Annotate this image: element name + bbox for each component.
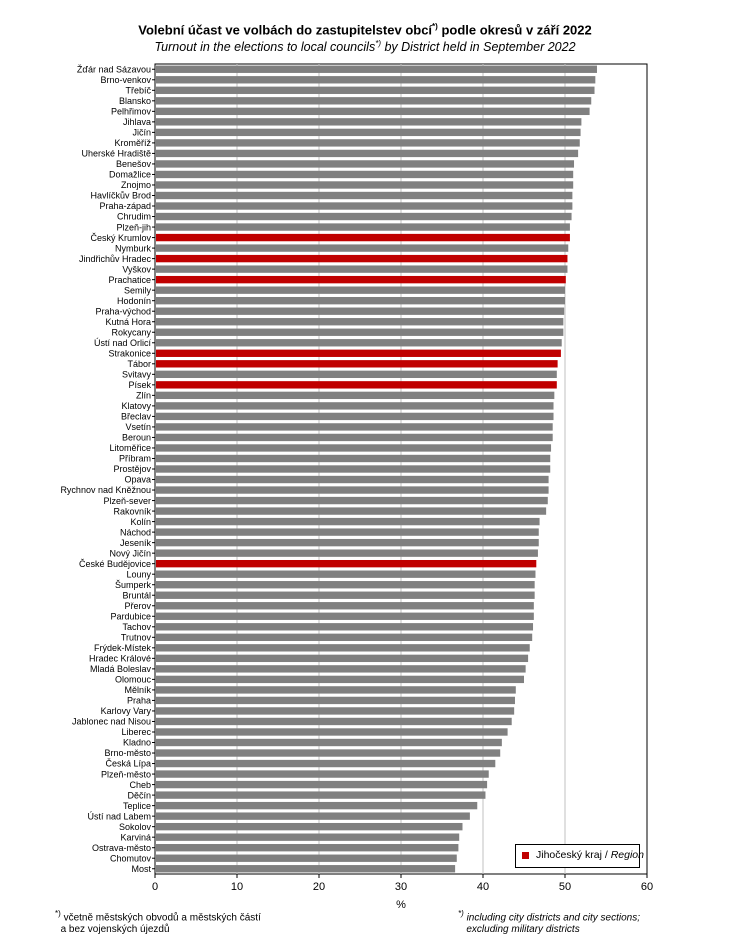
category-label: Žďár nad Sázavou	[76, 64, 151, 75]
category-label: Písek	[128, 380, 151, 391]
category-label: Vsetín	[125, 422, 151, 433]
category-label: Most	[131, 863, 151, 874]
category-label: Nový Jičín	[109, 548, 151, 559]
bar	[156, 812, 470, 819]
x-tick-label: 0	[151, 881, 159, 893]
bar	[156, 255, 567, 262]
category-label: Přerov	[124, 600, 151, 611]
category-label: Praha-východ	[95, 306, 151, 317]
x-tick-label: 30	[394, 881, 408, 893]
category-label: Louny	[126, 569, 151, 580]
category-label: Zlín	[135, 390, 151, 401]
category-label: Beroun	[121, 432, 151, 443]
bar	[156, 623, 533, 630]
bar	[156, 381, 557, 388]
category-label: Teplice	[122, 800, 151, 811]
bar	[156, 87, 595, 94]
category-label: Kolín	[130, 516, 151, 527]
bar	[156, 339, 562, 346]
x-tick-label: 60	[640, 881, 654, 893]
bar	[156, 834, 459, 841]
bar	[156, 392, 554, 399]
category-label: Kutná Hora	[105, 316, 151, 327]
category-label: Benešov	[115, 159, 151, 170]
x-tick-label: 40	[476, 881, 490, 893]
bar	[156, 465, 550, 472]
bar	[156, 749, 500, 756]
bar	[156, 707, 514, 714]
bar	[156, 318, 563, 325]
category-label: Karlovy Vary	[100, 706, 151, 717]
category-label: Nymburk	[114, 243, 151, 254]
bar	[156, 276, 566, 283]
category-label: Semily	[123, 285, 151, 296]
category-label: Sokolov	[118, 821, 151, 832]
category-label: Brno-venkov	[100, 74, 151, 85]
bar	[156, 634, 532, 641]
category-label: Litoměřice	[109, 443, 151, 454]
bar	[156, 297, 565, 304]
bar	[156, 423, 553, 430]
bar	[156, 66, 597, 73]
category-label: Tachov	[122, 621, 151, 632]
bar	[156, 844, 458, 851]
category-label: Rokycany	[111, 327, 151, 338]
category-label: Třebíč	[125, 85, 151, 96]
category-label: Jihlava	[122, 117, 151, 128]
bar	[156, 602, 534, 609]
category-label: Opava	[124, 474, 151, 485]
category-label: Břeclav	[120, 411, 151, 422]
bar	[156, 686, 516, 693]
category-label: Karviná	[120, 832, 151, 843]
bar	[156, 360, 558, 367]
category-label: Havlíčkův Brod	[90, 190, 151, 201]
bar	[156, 202, 572, 209]
bar	[156, 571, 535, 578]
category-label: Plzeň-jih	[116, 222, 151, 233]
bar	[156, 855, 457, 862]
bar	[156, 150, 578, 157]
category-label: Prostějov	[113, 464, 151, 475]
category-label: Chomutov	[109, 853, 151, 864]
category-label: Tábor	[127, 359, 151, 370]
category-label: Hradec Králové	[88, 653, 151, 664]
category-label: Rakovník	[113, 506, 151, 517]
bar	[156, 655, 528, 662]
bar	[156, 507, 546, 514]
category-label: Ústí nad Orlicí	[93, 337, 151, 348]
bar	[156, 223, 570, 230]
bar	[156, 213, 572, 220]
bar	[156, 770, 489, 777]
bar	[156, 718, 512, 725]
bar	[156, 129, 581, 136]
bar	[156, 76, 595, 83]
category-label: Český Krumlov	[90, 232, 151, 243]
category-label: Česká Lípa	[105, 758, 151, 769]
bar	[156, 139, 580, 146]
category-label: Brno-město	[104, 748, 151, 759]
bar	[156, 234, 570, 241]
x-axis-label: %	[396, 899, 406, 911]
bar	[156, 728, 508, 735]
bar	[156, 97, 591, 104]
category-label: Klatovy	[121, 401, 151, 412]
bar	[156, 350, 561, 357]
bar	[156, 329, 563, 336]
category-label: Děčín	[127, 790, 151, 801]
bar	[156, 539, 539, 546]
bar	[156, 823, 463, 830]
bar	[156, 665, 526, 672]
category-label: Olomouc	[114, 674, 151, 685]
bar	[156, 160, 574, 167]
bar	[156, 613, 534, 620]
category-label: Mělník	[124, 685, 151, 696]
category-label: Chrudim	[116, 211, 151, 222]
category-label: Jičín	[132, 127, 151, 138]
category-label: Mladá Boleslav	[89, 664, 151, 675]
bar	[156, 455, 550, 462]
bar	[156, 497, 548, 504]
category-label: Jablonec nad Nisou	[71, 716, 151, 727]
footnote-english: *) including city districts and city sections; excluding military districts	[458, 909, 640, 936]
bar	[156, 644, 530, 651]
bar	[156, 181, 573, 188]
bar	[156, 118, 581, 125]
bar	[156, 371, 557, 378]
category-label: Jeseník	[119, 537, 151, 548]
category-label: Plzeň-město	[100, 769, 151, 780]
bar	[156, 476, 549, 483]
bar	[156, 402, 554, 409]
bar	[156, 676, 524, 683]
x-tick-label: 10	[230, 881, 244, 893]
category-label: Náchod	[119, 527, 151, 538]
category-label: Znojmo	[120, 180, 151, 191]
category-label: Strakonice	[108, 348, 151, 359]
category-label: Trutnov	[120, 632, 151, 643]
bar	[156, 802, 477, 809]
category-label: Liberec	[121, 727, 151, 738]
category-label: Cheb	[129, 779, 151, 790]
category-label: Šumperk	[114, 579, 151, 590]
bar	[156, 244, 568, 251]
category-label: Frýdek-Místek	[93, 643, 151, 654]
chart-title-czech: Volební účast ve volbách do zastupitelstev obcí*) podle okresů v září 2022	[138, 22, 592, 38]
bar	[156, 560, 536, 567]
category-label: Uherské Hradiště	[81, 148, 151, 159]
category-label: Ústí nad Labem	[87, 811, 151, 822]
bar	[156, 108, 590, 115]
bar	[156, 592, 535, 599]
footnote-czech: *) včetně městských obvodů a městských částí a bez vojenských újezdů	[55, 909, 261, 936]
bar	[156, 265, 567, 272]
category-label: Jindřichův Hradec	[78, 253, 151, 264]
bar	[156, 697, 515, 704]
category-label: Plzeň-sever	[103, 495, 151, 506]
category-label: Pelhřimov	[110, 106, 151, 117]
bar	[156, 865, 455, 872]
bar	[156, 739, 502, 746]
category-label: Praha-západ	[99, 201, 151, 212]
bar	[156, 434, 553, 441]
bar	[156, 286, 565, 293]
bar	[156, 413, 554, 420]
category-label: Kladno	[122, 737, 151, 748]
x-tick-label: 50	[558, 881, 572, 893]
bar	[156, 518, 540, 525]
bar	[156, 192, 572, 199]
x-tick-label: 20	[312, 881, 326, 893]
bar	[156, 791, 485, 798]
category-label: Domažlice	[108, 169, 151, 180]
bar	[156, 581, 535, 588]
bar	[156, 781, 487, 788]
bar	[156, 486, 549, 493]
bar	[156, 308, 564, 315]
category-label: Blansko	[118, 96, 151, 107]
category-label: Pardubice	[110, 611, 151, 622]
category-label: Bruntál	[122, 590, 151, 601]
category-label: Rychnov nad Kněžnou	[60, 485, 151, 496]
category-label: Ostrava-město	[91, 842, 151, 853]
bar	[156, 549, 538, 556]
category-label: Hodonín	[116, 295, 151, 306]
legend-label: Jihočeský kraj / Region	[536, 849, 644, 861]
bar	[156, 760, 495, 767]
bar	[156, 444, 551, 451]
legend-swatch-region	[522, 852, 529, 859]
category-label: České Budějovice	[78, 558, 151, 569]
bar	[156, 171, 573, 178]
category-label: Praha	[126, 695, 151, 706]
category-label: Příbram	[118, 453, 151, 464]
bar	[156, 528, 539, 535]
category-label: Svitavy	[121, 369, 151, 380]
category-label: Prachatice	[108, 274, 151, 285]
category-label: Vyškov	[122, 264, 151, 275]
chart-title-english: Turnout in the elections to local councils*) by District held in September 2022	[154, 39, 576, 55]
legend	[515, 844, 644, 868]
category-label: Kroměříž	[114, 138, 151, 149]
